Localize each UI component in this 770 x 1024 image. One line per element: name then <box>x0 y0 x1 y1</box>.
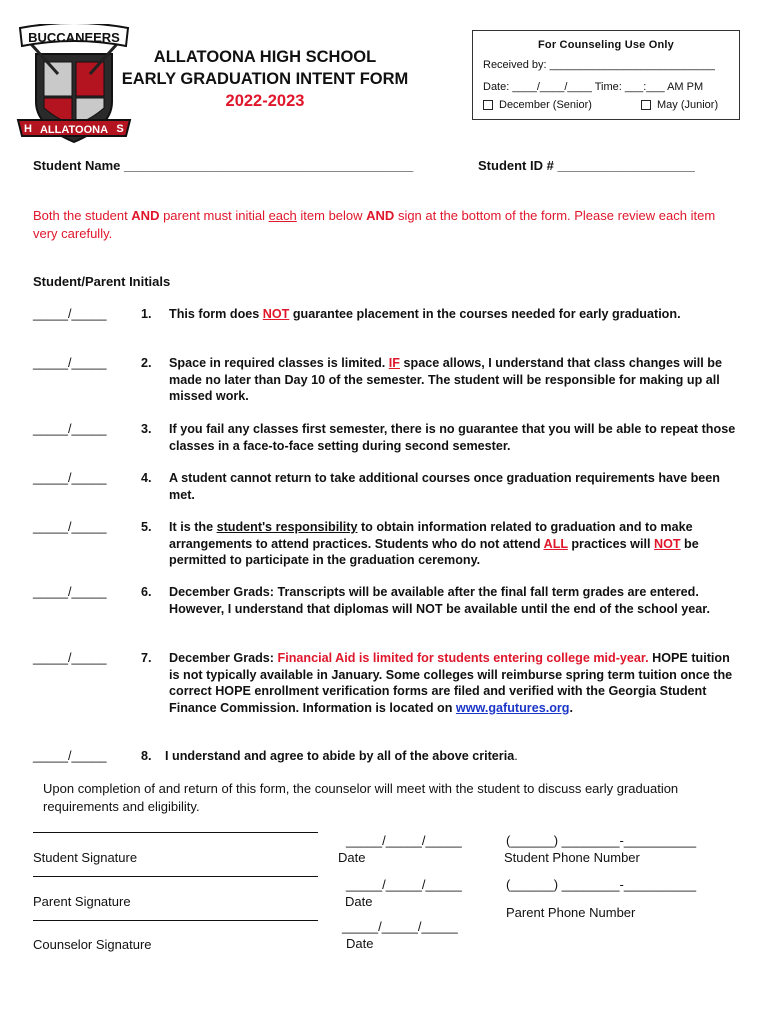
counseling-box-title: For Counseling Use Only <box>537 39 674 51</box>
initials-blank[interactable]: _____/_____ <box>33 749 107 763</box>
counseling-use-box <box>472 30 740 120</box>
parent-signature-line[interactable] <box>33 876 318 877</box>
item-text: This form does NOT guarantee placement in the courses needed for early graduation. <box>169 307 681 321</box>
school-name: ALLATOONA HIGH SCHOOL <box>153 48 377 66</box>
checkbox-icon[interactable] <box>641 100 651 110</box>
parent-phone-field[interactable]: (______) ________-__________ <box>506 877 697 892</box>
student-signature-line[interactable] <box>33 832 318 833</box>
student-signature-label: Student Signature <box>33 850 138 865</box>
student-phone-field[interactable]: (______) ________-__________ <box>506 833 697 848</box>
counselor-signature-line[interactable] <box>33 920 318 921</box>
initials-blank[interactable]: _____/_____ <box>33 356 107 370</box>
counselor-date-field[interactable]: _____/_____/_____ <box>342 919 458 934</box>
initials-blank[interactable]: _____/_____ <box>33 651 107 665</box>
item-text: If you fail any classes first semester, there is no guarantee that you will be able to repeat those classes in a face-to-face setting during second semester. <box>169 422 736 453</box>
instructions <box>33 207 738 243</box>
parent-phone-label: Parent Phone Number <box>506 905 636 920</box>
instr-and: AND <box>131 208 160 223</box>
december-option[interactable] <box>483 99 592 111</box>
initials-heading: Student/Parent Initials <box>33 274 171 289</box>
instr-and: AND <box>366 208 395 223</box>
instr-each: each <box>268 208 297 223</box>
initials-blank[interactable]: _____/_____ <box>33 585 107 599</box>
item-text: December Grads: Financial Aid is limited for students entering college mid-year. HOPE tuition is not typically available in January. Some colleges will reimburse spring term tuition once the correct HOPE enrollment verification forms are filed and verified with the Georgia Student Finance Commission. Information is located on www.gafutures.org. <box>169 651 733 715</box>
parent-date-label: Date <box>345 894 373 909</box>
item-number: 5. <box>141 520 152 534</box>
crest-right-letter: S <box>116 123 124 135</box>
student-name-field[interactable]: Student Name ________________________________________ <box>33 158 414 173</box>
item-text: December Grads: Transcripts will be available after the final fall term grades are entered. However, I understand that diplomas will NOT be available until the end of the school year. <box>169 585 710 616</box>
student-phone-label: Student Phone Number <box>504 850 640 865</box>
form-title: EARLY GRADUATION INTENT FORM <box>121 70 409 88</box>
initials-blank[interactable]: _____/_____ <box>33 307 107 321</box>
crest-left-letter: H <box>24 123 32 135</box>
date-time-field[interactable]: Date: ____/____/____ Time: ___:___ AM PM <box>483 81 704 93</box>
school-year: 2022-2023 <box>225 92 305 110</box>
initials-blank[interactable]: _____/_____ <box>33 422 107 436</box>
received-by-field[interactable]: Received by: ___________________________ <box>483 59 715 71</box>
instr-text: item below <box>296 208 367 223</box>
form-header <box>110 46 420 112</box>
item-number: 6. <box>141 585 152 599</box>
instr-text: Both the student <box>33 208 132 223</box>
item-number: 3. <box>141 422 152 436</box>
instr-text: sign at the bottom of the form. Please review each item very carefully. <box>33 208 716 241</box>
checkbox-icon[interactable] <box>483 100 493 110</box>
may-option[interactable] <box>641 99 718 111</box>
item-number: 7. <box>141 651 152 665</box>
parent-signature-label: Parent Signature <box>33 894 131 909</box>
gafutures-link[interactable]: www.gafutures.org <box>455 700 570 715</box>
student-date-field[interactable]: _____/_____/_____ <box>346 833 462 848</box>
item-number: 2. <box>141 356 152 370</box>
student-id-field[interactable]: Student ID # ___________________ <box>478 158 695 173</box>
instr-text: parent must initial <box>159 208 269 223</box>
item-number: 4. <box>141 471 152 485</box>
closing-paragraph: Upon completion of and return of this form, the counselor will meet with the student to discuss early graduation requirements and eligibility. <box>43 781 679 814</box>
counselor-signature-label: Counselor Signature <box>33 937 152 952</box>
may-option-label: May (Junior) <box>657 99 719 111</box>
initials-blank[interactable]: _____/_____ <box>33 520 107 534</box>
item-text: It is the student's responsibility to obtain information related to graduation and to make arrangements to attend practices. Students who do not attend ALL practices will NOT be permitted to participate in the graduation ceremony. <box>169 520 699 567</box>
item-text: Space in required classes is limited. IF space allows, I understand that class changes will be made no later than Day 10 of the semester. The student will be responsible for making up all missed work. <box>169 356 722 403</box>
crest-banner-text: ALLATOONA <box>39 124 109 136</box>
item-text: I understand and agree to abide by all of the above criteria. <box>165 749 518 763</box>
initials-blank[interactable]: _____/_____ <box>33 471 107 485</box>
item-number: 1. <box>141 307 152 321</box>
item-number: 8. <box>141 749 152 763</box>
crest-top-text: BUCCANEERS <box>28 30 120 45</box>
parent-date-field[interactable]: _____/_____/_____ <box>346 877 462 892</box>
item-text: A student cannot return to take additional courses once graduation requirements have been met. <box>169 471 720 502</box>
december-option-label: December (Senior) <box>499 99 592 111</box>
counselor-date-label: Date <box>346 936 374 951</box>
student-date-label: Date <box>338 850 366 865</box>
